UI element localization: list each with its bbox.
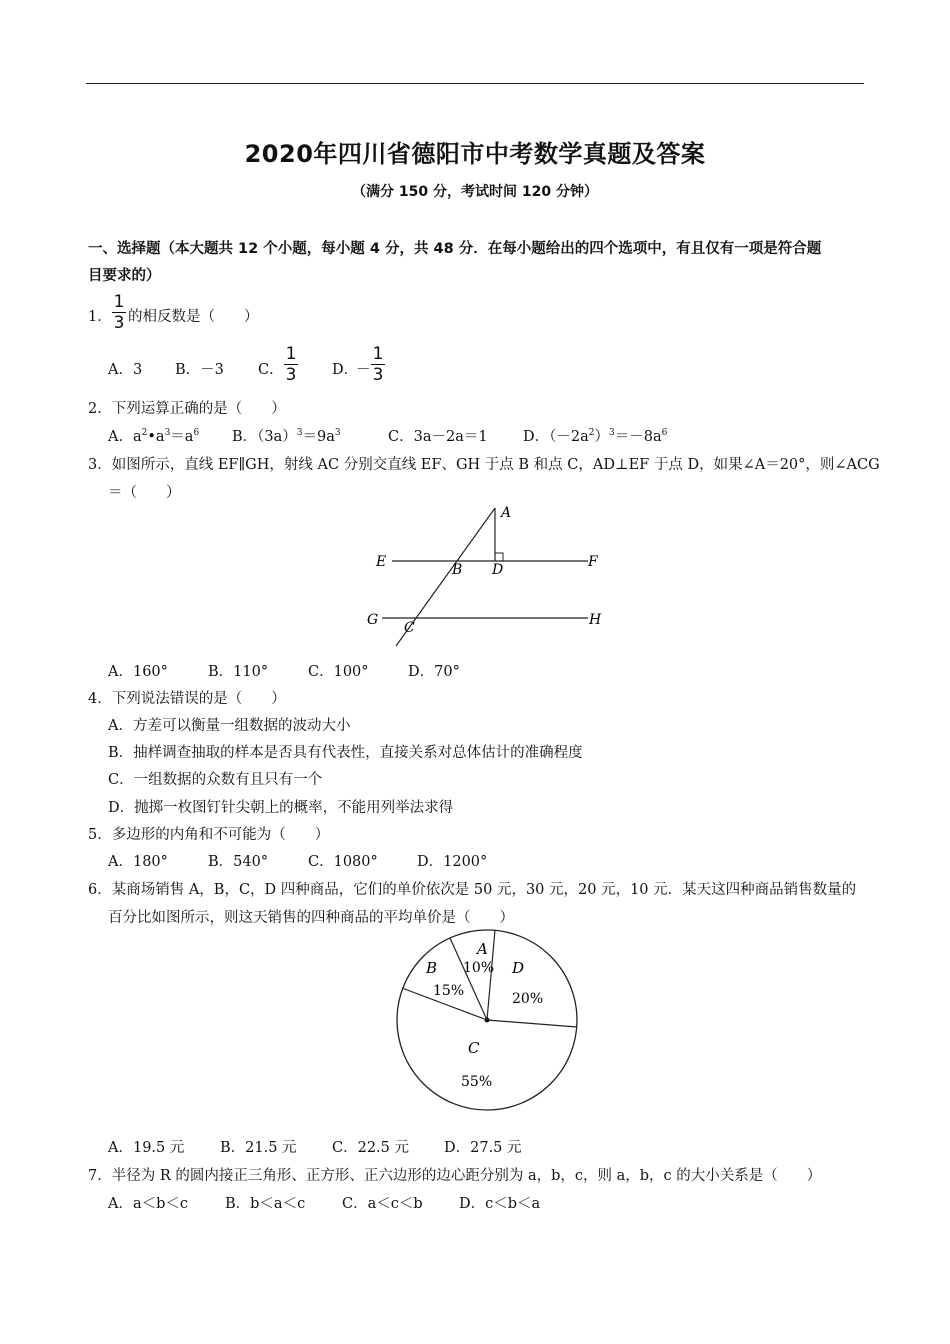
q6-text-line2: 百分比如图所示，则这天销售的四种商品的平均单价是（ ） [108, 910, 514, 926]
pie-label-d: D [512, 959, 525, 977]
section-heading-line1: 一、选择题（本大题共 12 个小题，每小题 4 分，共 48 分．在每小题给出的四个选项中，有且仅有一项是符合题 [88, 241, 822, 257]
pie-label-b: B [426, 959, 438, 977]
pie-label-a: A [477, 940, 488, 958]
label-h: H [589, 612, 602, 628]
q2-text: 2．下列运算正确的是（ ） [88, 401, 286, 417]
q5-text: 5．多边形的内角和不可能为（ ） [88, 827, 330, 843]
q1-fraction [112, 293, 126, 332]
q1-option-d-fraction: 1 3 [372, 344, 384, 385]
q2-option-a: A．$a^2•a^3=a^6$ [108, 428, 200, 445]
q3-text-line2: ＝（ ） [108, 485, 181, 501]
q6-text-line1: 6．某商场销售 A，B，C，D 四种商品，它们的单价依次是 50 元，30 元，20 元，10 元．某天这四种商品销售数量的 [88, 882, 857, 898]
q7-option-b: B．b＜a＜c [225, 1196, 306, 1212]
pie-center [485, 1018, 490, 1023]
q4-option-d: D．抛掷一枚图钉针尖朝上的概率，不能用列举法求得 [108, 800, 454, 816]
q6-option-a: A．19.5 元 [108, 1140, 185, 1156]
label-c: C [404, 620, 415, 636]
q3-text-line1: 3．如图所示，直线 EF∥GH，射线 AC 分别交直线 EF、GH 于点 B 和点 C，AD⊥EF 于点 D，如果∠A＝20°，则∠ACG [88, 457, 880, 473]
q4-option-c: C．一组数据的众数有且只有一个 [108, 772, 323, 788]
pie-pct-a: 10% [463, 960, 495, 976]
pie-pct-d: 20% [512, 991, 544, 1007]
q6-pie-chart [390, 926, 586, 1118]
page-title: 2020年四川省德阳市中考数学真题及答案 [244, 140, 706, 168]
q5-option-b: B．540° [208, 854, 269, 870]
q6-option-d: D．27.5 元 [444, 1140, 522, 1156]
q3-option-a: A．160° [108, 664, 168, 680]
q3-option-b: B．110° [208, 664, 269, 680]
section-heading-line2: 目要求的） [88, 268, 161, 284]
label-g: G [367, 612, 379, 628]
q1-option-c-fraction: 1 3 [285, 344, 297, 385]
q5-option-d: D．1200° [417, 854, 488, 870]
q3-option-d: D．70° [408, 664, 460, 680]
label-e: E [376, 554, 387, 570]
q3-option-c: C．100° [308, 664, 369, 680]
q1-option-a: A．3 [108, 362, 143, 378]
q7-text: 7．半径为 R 的圆内接正三角形、正方形、正六边形的边心距分别为 a，b，c，则 a，b，c 的大小关系是（ ） [88, 1168, 822, 1184]
pie-divider-dc [487, 1020, 577, 1027]
q2-option-d: D．$(-2a^2)^3=-8a^6$ [523, 428, 668, 445]
q1-fraction-denominator: 3 [113, 313, 125, 333]
pie-label-c: C [468, 1039, 480, 1057]
q1-text: 的相反数是（ ） [128, 309, 259, 325]
q7-option-c: C．a＜c＜b [342, 1196, 423, 1212]
q4-option-a: A．方差可以衡量一组数据的波动大小 [108, 718, 351, 734]
page-subtitle: （满分 150 分，考试时间 120 分钟） [352, 184, 598, 200]
label-f: F [588, 554, 598, 570]
q1-number: 1． [88, 309, 112, 325]
pie-pct-c: 55% [461, 1074, 493, 1090]
q4-text: 4．下列说法错误的是（ ） [88, 691, 286, 707]
right-angle-mark [495, 553, 503, 561]
q2-option-c: C．3a－2a＝1 [388, 429, 488, 445]
q6-option-c: C．22.5 元 [332, 1140, 409, 1156]
q1-option-b: B．－3 [175, 362, 224, 378]
q1-option-d-sign: － [356, 362, 371, 378]
q1-option-d-label: D． [332, 362, 359, 378]
q2-option-b: B．$(3a)^3=9a^3$ [232, 428, 341, 445]
q6-option-b: B．21.5 元 [220, 1140, 297, 1156]
q4-option-b: B．抽样调查抽取的样本是否具有代表性，直接关系对总体估计的准确程度 [108, 745, 583, 761]
header-rule [86, 83, 864, 84]
q5-option-a: A．180° [108, 854, 168, 870]
label-d: D [492, 562, 504, 578]
label-a: A [501, 505, 512, 521]
q1-option-c-label: C． [258, 362, 284, 378]
q3-geometry-figure [360, 500, 620, 650]
q5-option-c: C．1080° [308, 854, 378, 870]
q1-fraction-numerator: 1 [113, 292, 125, 312]
pie-pct-b: 15% [433, 983, 465, 999]
q7-option-d: D．c＜b＜a [459, 1196, 541, 1212]
q7-option-a: A．a＜b＜c [108, 1196, 189, 1212]
label-b: B [452, 562, 463, 578]
